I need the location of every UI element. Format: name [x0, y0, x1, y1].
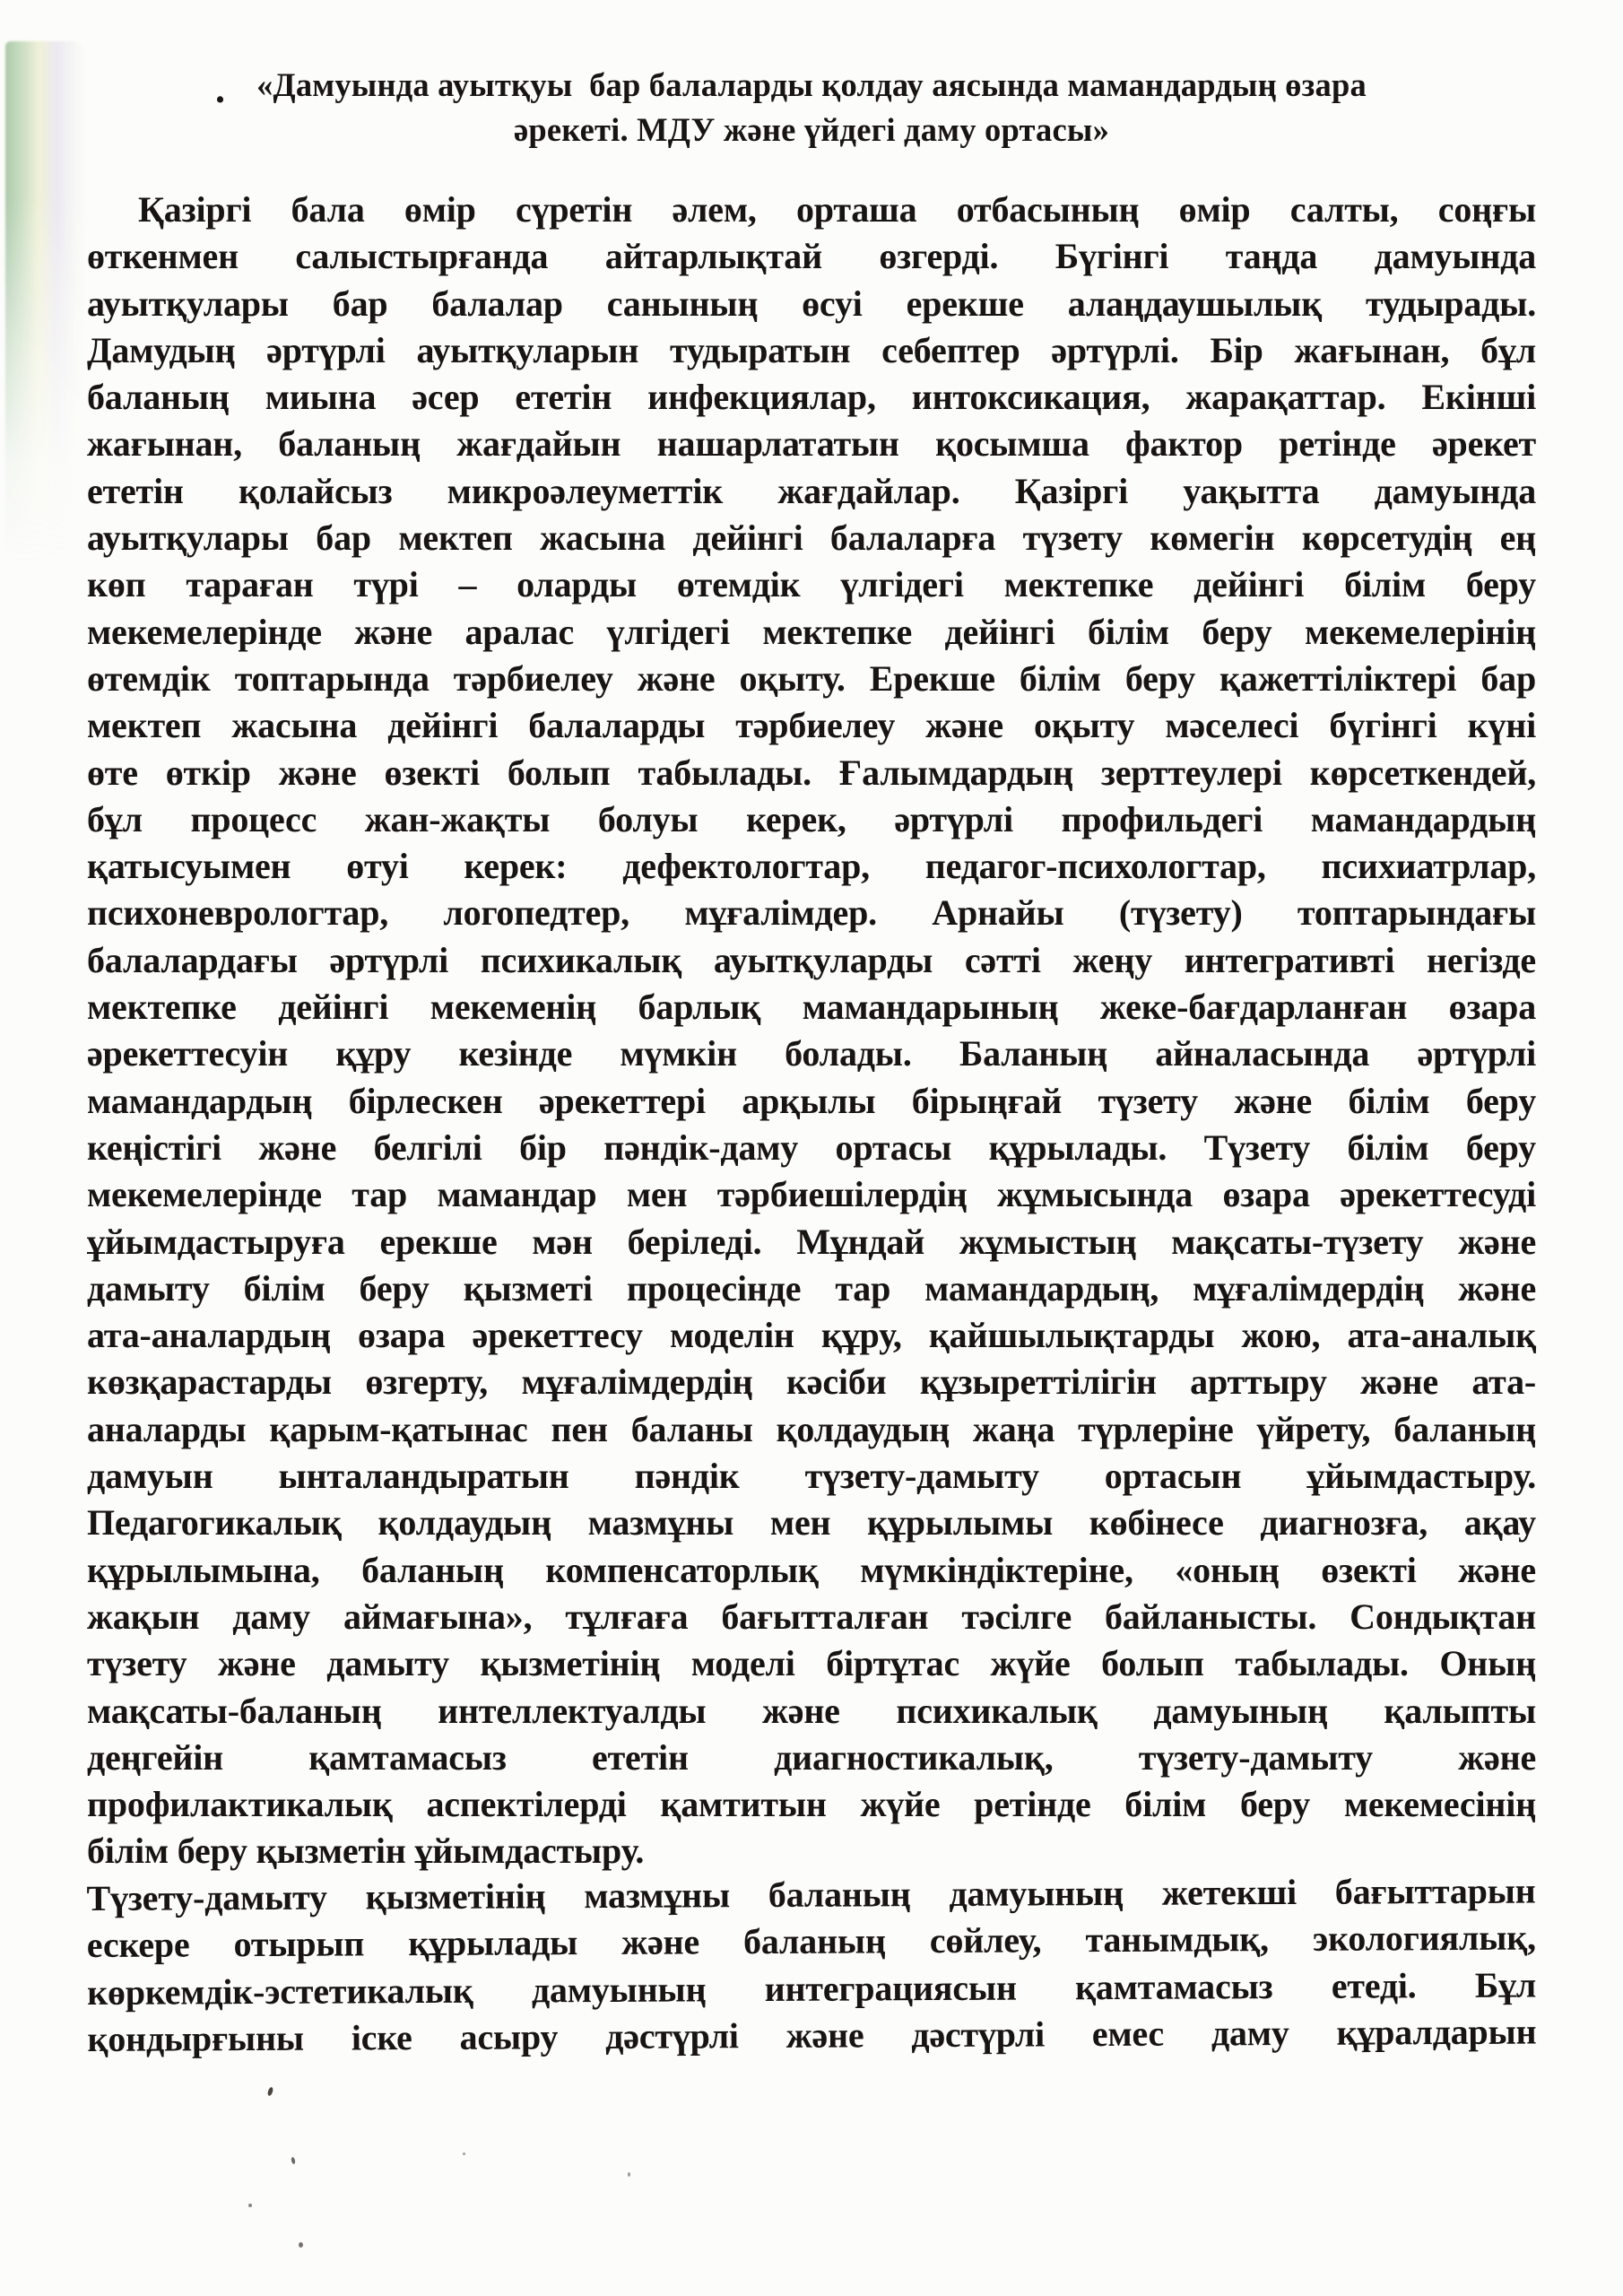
scan-speck: [291, 2157, 296, 2165]
text-line: аналарды қарым-қатынас пен баланы қолдаудың жаңа түрлеріне үйрету, баланың: [87, 1408, 1536, 1449]
stray-period-mark: .: [215, 67, 225, 111]
scan-speck: [248, 2204, 252, 2207]
text-line: қондырғыны іске асыру дәстүрлі және дәстүрлі емес даму құралдарын: [87, 2011, 1537, 2059]
text-line: мамандардың бірлескен әрекеттері арқылы бірыңғай түзету және білім беру: [87, 1080, 1536, 1121]
text-line: ескере отырып құрылады және баланың сөйлеу, танымдық, экологиялық,: [86, 1917, 1536, 1965]
text-line: жағынан, баланың жағдайын нашарлататын қосымша фактор ретінде әрекет: [87, 423, 1536, 465]
text-line: көзқарастарды өзгерту, мұғалімдердің кәсіби құзыреттілігін арттыру және ата-: [87, 1361, 1536, 1403]
text-line: дамыту білім беру қызметі процесінде тар мамандардың, мұғалімдердің және: [87, 1267, 1536, 1309]
text-line: деңгейін қамтамасыз ететін диагностикалық, түзету-дамыту және: [87, 1736, 1536, 1778]
scan-speck: [463, 2152, 465, 2155]
text-line: профилактикалық аспектілерді қамтитын жүйе ретінде білім беру мекемесінің: [87, 1784, 1536, 1825]
text-line: өтемдік топтарында тәрбиелеу және оқыту. Ерекше білім беру қажеттіліктері бар: [87, 657, 1536, 699]
text-line: түзету және дамыту қызметінің моделі біртұтас жүйе болып табылады. Оның: [87, 1643, 1536, 1684]
text-line: өткенмен салыстырғанда айтарлықтай өзгерді. Бүгінгі таңда дамуында: [87, 236, 1536, 277]
text-line: мекемелерінде және аралас үлгідегі мектепке дейінгі білім беру мекемелерінің: [87, 611, 1536, 652]
text-line: ауытқулары бар мектеп жасына дейінгі балаларға түзету көмегін көрсетудің ең: [87, 517, 1536, 559]
scan-speck: [299, 2242, 303, 2248]
text-line: ауытқулары бар балалар санының өсуі ерекше алаңдаушылық тудырады.: [87, 283, 1536, 324]
paragraph: [87, 187, 1536, 1875]
title-line-1: «Дамуында ауытқуы бар балаларды қолдау аясында мамандардың өзара: [256, 66, 1367, 103]
text-line: Дамудың әртүрлі ауытқуларын тудыратын себептер әртүрлі. Бір жағынан, бұл: [87, 329, 1536, 370]
text-line: мектепке дейінгі мекеменің барлық мамандарының жеке-бағдарланған өзара: [87, 987, 1536, 1028]
text-line: көркемдік-эстетикалық дамуының интеграциясын қамтамасыз етеді. Бұл: [87, 1963, 1537, 2013]
text-line: бұл процесс жан-жақты болуы керек, әртүрлі профильдегі мамандардың: [87, 798, 1536, 839]
text-line: жақын даму аймағына», тұлғаға бағытталған тәсілге байланысты. Сондықтан: [87, 1596, 1536, 1637]
text-line: ата-аналардың өзара әрекеттесу моделін құру, қайшылықтарды жою, ата-аналық: [87, 1315, 1536, 1356]
text-line: мақсаты-баланың интеллектуалды және психикалық дамуының қалыпты: [87, 1690, 1536, 1731]
scan-speck: [628, 2172, 630, 2177]
text-line: әрекеттесуін құру кезінде мүмкін болады. Баланың айналасында әртүрлі: [87, 1033, 1536, 1074]
text-line: ұйымдастыруға ерекше мән беріледі. Мұндай жұмыстың мақсаты-түзету және: [87, 1221, 1536, 1262]
text-line: психоневрологтар, логопедтер, мұғалімдер. Арнайы (түзету) топтарындағы: [87, 892, 1536, 934]
text-line: мекемелерінде тар мамандар мен тәрбиешілердің жұмысында өзара әрекеттесуді: [87, 1174, 1536, 1215]
text-line: Қазіргі бала өмір сүретін әлем, орташа отбасының өмір салты, соңғы: [138, 189, 1536, 230]
text-line: балалардағы әртүрлі психикалық ауытқуларды сәтті жеңу интегративті негізде: [87, 939, 1536, 980]
document-title: [126, 63, 1497, 152]
text-line: білім беру қызметін ұйымдастыру.: [87, 1831, 645, 1872]
title-line-2: әрекеті. МДУ және үйдегі даму ортасы»: [513, 111, 1110, 148]
text-line: баланың миына әсер ететін инфекциялар, интоксикация, жарақаттар. Екінші: [87, 377, 1536, 418]
scan-speck: [267, 2086, 274, 2096]
text-line: қатысуымен өтуі керек: дефектологтар, педагог-психологтар, психиатрлар,: [87, 846, 1536, 887]
text-line: кеңістігі және белгілі бір пәндік-даму ортасы құрылады. Түзету білім беру: [87, 1126, 1536, 1168]
text-line: Педагогикалық қолдаудың мазмұны мен құрылымы көбінесе диагнозға, ақау: [87, 1502, 1536, 1544]
text-line: құрылымына, баланың компенсаторлық мүмкіндіктеріне, «оның өзекті және: [87, 1549, 1536, 1590]
text-line: мектеп жасына дейінгі балаларды тәрбиелеу және оқыту мәселесі бүгінгі күні: [87, 705, 1536, 746]
text-line: дамуын ынталандыратын пәндік түзету-дамыту ортасын ұйымдастыру.: [87, 1456, 1536, 1497]
text-line: Түзету-дамыту қызметінің мазмұны баланың дамуының жетекші бағыттарын: [86, 1870, 1536, 1918]
document-body: [87, 187, 1536, 2063]
text-line: көп тараған түрі – оларды өтемдік үлгідегі мектепке дейінгі білім беру: [87, 564, 1536, 605]
scanner-edge-artifact: [5, 41, 84, 561]
text-line: ететін қолайсыз микроәлеуметтік жағдайлар. Қазіргі уақытта дамуында: [87, 470, 1536, 511]
text-line: өте өткір және өзекті болып табылады. Ғалымдардың зерттеулері көрсеткендей,: [87, 752, 1536, 793]
paragraph: [86, 1867, 1536, 2063]
